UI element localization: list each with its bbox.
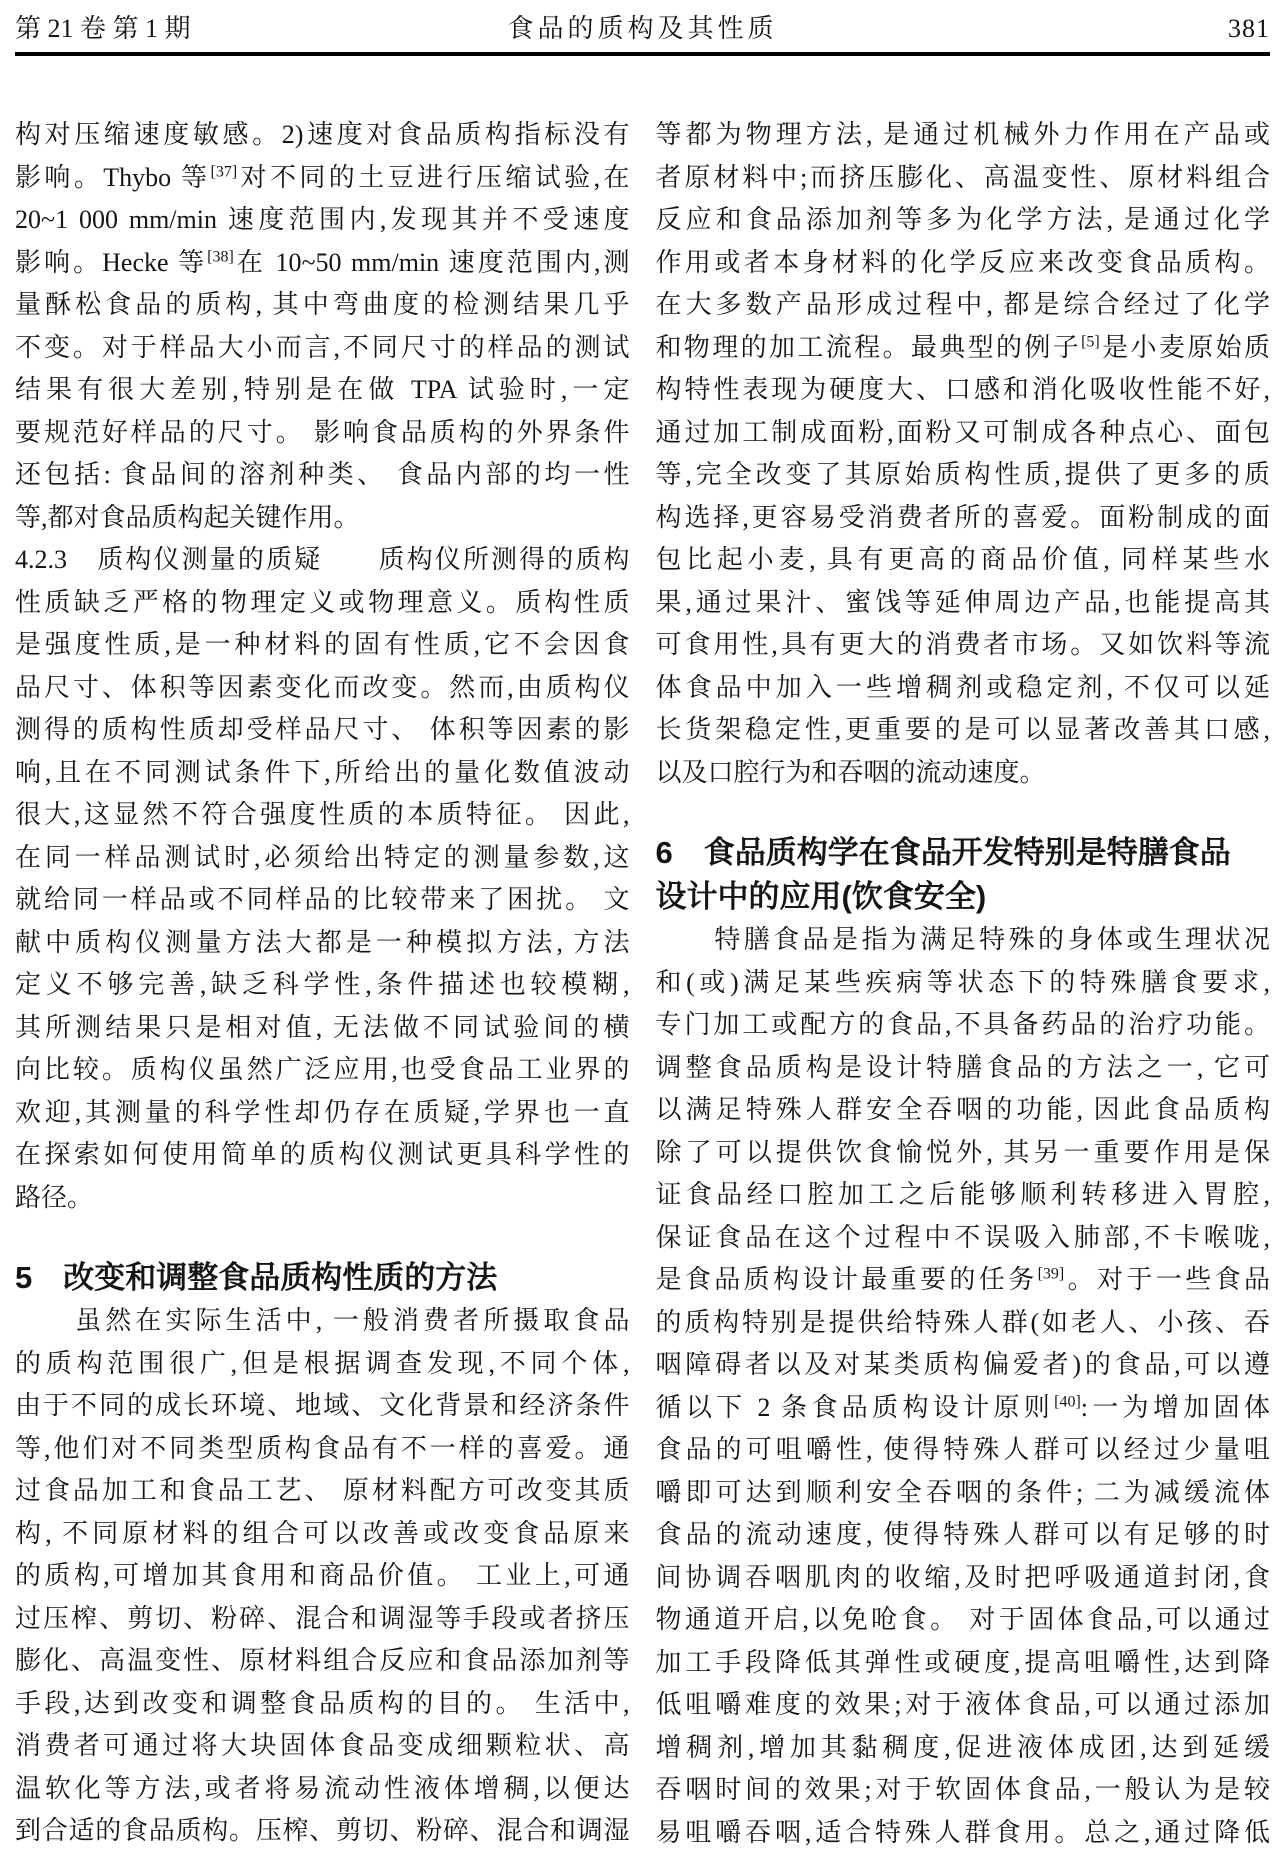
text-line: 增稠剂,增加其黏稠度,促进液体成团,达到延缓 <box>655 1732 1270 1762</box>
text-line: 除了可以提供饮食愉悦外, 其另一重要作用是保 <box>655 1137 1270 1167</box>
text-line: 低咀嚼难度的效果;对于液体食品,可以通过添加 <box>655 1690 1270 1719</box>
text-line: 6 食品质构学在食品开发特别是特膳食品 <box>655 835 1231 870</box>
text-line: 在探索如何使用简单的质构仪测试更具科学性的 <box>15 1140 630 1169</box>
text-line: 以满足特殊人群安全吞咽的功能, 因此食品质构 <box>655 1095 1270 1124</box>
text-line: 证食品经口腔加工之后能够顺利转移进入胃腔, <box>655 1180 1270 1209</box>
text-line: 调整食品质构是设计特膳食品的方法之一, 它可 <box>655 1052 1270 1082</box>
reference-superscript: [38] <box>207 247 234 265</box>
text-line: 设计中的应用(饮食安全) <box>655 879 987 914</box>
text-line: 消费者可通过将大块固体食品变成细颗粒状、高 <box>15 1731 630 1760</box>
text-line: 由于不同的成长环境、地域、文化背景和经济条件 <box>15 1391 630 1420</box>
text-line: 等都为物理方法, 是通过机械外力作用在产品或 <box>655 120 1270 149</box>
text-line: 献中质构仪测量方法大都是一种模拟方法, 方法 <box>15 927 630 957</box>
text-line: 专门加工或配方的食品,不具备药品的治疗功能。 <box>655 1010 1270 1039</box>
reference-superscript: [5] <box>1081 332 1100 350</box>
reference-superscript: [39] <box>1037 1265 1065 1283</box>
header-journal-title: 食品的质构及其性质 <box>507 14 778 43</box>
page-header <box>0 0 1285 46</box>
text-line: 食品的可咀嚼性, 使得特殊人群可以经过少量咀 <box>655 1435 1270 1464</box>
text-line: 量酥松食品的质构, 其中弯曲度的检测结果几乎 <box>15 290 630 319</box>
text-line: 在大多数产品形成过程中, 都是综合经过了化学 <box>655 290 1270 319</box>
text-line: 包比起小麦, 具有更高的商品价值, 同样某些水 <box>655 545 1270 574</box>
text-line: 果,通过果汁、蜜饯等延伸周边产品,也能提高其 <box>655 587 1270 617</box>
text-line: 5 改变和调整食品质构性质的方法 <box>15 1260 498 1295</box>
paragraph <box>656 114 1271 794</box>
text-line: 间协调吞咽肌肉的收缩,及时把呼吸通道封闭,食 <box>655 1562 1270 1592</box>
text-line: 品尺寸、体积等因素变化而改变。然而,由质构仪 <box>15 672 630 702</box>
text-line: 是强度性质,是一种材料的固有性质,它不会因食 <box>15 630 630 659</box>
text-line: 吞咽时间的效果;对于软固体食品,一般认为是较 <box>655 1775 1270 1804</box>
text-line: 循以下 2 条食品质构设计原则[40]:一为增加固体 <box>655 1392 1270 1422</box>
text-line: 嚼即可达到顺利安全吞咽的条件; 二为减缓流体 <box>655 1477 1270 1507</box>
text-line: 长货架稳定性,更重要的是可以显著改善其口感, <box>655 715 1270 744</box>
right-column <box>656 114 1271 1854</box>
text-line: 等,都对食品质构起关键作用。 <box>15 502 360 532</box>
paragraph <box>15 539 630 1219</box>
text-line: 测得的质构性质却受样品尺寸、 体积等因素的影 <box>15 715 630 744</box>
paragraph <box>15 114 630 539</box>
text-line: 等,他们对不同类型质构食品有不一样的喜爱。通 <box>15 1433 630 1463</box>
text-line: 很大,这显然不符合强度性质的本质特征。 因此, <box>15 800 630 829</box>
text-line: 是食品质构设计最重要的任务[39]。对于一些食品 <box>655 1265 1270 1294</box>
text-line: 构, 不同原材料的组合可以改善或改变食品原来 <box>15 1518 630 1548</box>
text-line: 响,且在不同测试条件下,所给出的量化数值波动 <box>15 757 630 787</box>
text-line: 加工手段降低其弹性或硬度,提高咀嚼性,达到降 <box>655 1647 1270 1677</box>
text-line: 的质构,可增加其食用和商品价值。 工业上,可通 <box>15 1561 630 1590</box>
section-heading <box>15 1256 630 1300</box>
text-line: 性质缺乏严格的物理定义或物理意义。质构性质 <box>15 587 630 617</box>
header-page-number: 381 <box>1228 14 1271 43</box>
text-line: 构对压缩速度敏感。2)速度对食品质构指标没有 <box>15 120 630 149</box>
text-line: 手段,达到改变和调整食品质构的目的。 生活中, <box>15 1688 630 1718</box>
text-line: 过压榨、剪切、粉碎、混合和调湿等手段或者挤压 <box>15 1603 630 1633</box>
text-line: 构特性表现为硬度大、口感和消化吸收性能不好, <box>655 375 1270 404</box>
text-line: 构选择,更容易受消费者所的喜爱。面粉制成的面 <box>655 502 1270 532</box>
text-line: 其所测结果只是相对值, 无法做不同试验间的横 <box>15 1012 630 1042</box>
text-line: 的质构范围很广,但是根据调查发现,不同个体, <box>15 1348 630 1378</box>
text-line: 易咀嚼吞咽,适合特殊人群食用。总之,通过降低 <box>655 1817 1270 1847</box>
reference-superscript: [40] <box>1054 1392 1081 1410</box>
text-line: 者原材料中;而挤压膨化、高温变性、原材料组合 <box>655 162 1270 192</box>
text-line: 不变。对于样品大小而言,不同尺寸的样品的测试 <box>15 332 630 362</box>
text-line: 定义不够完善,缺乏科学性,条件描述也较模糊, <box>15 970 630 999</box>
text-line: 作用或者本身材料的化学反应来改变食品质构。 <box>655 247 1270 277</box>
text-line: 和物理的加工流程。最典型的例子[5]是小麦原始质 <box>655 332 1270 362</box>
text-line: 膨化、高温变性、原材料组合反应和食品添加剂等 <box>15 1646 630 1675</box>
reference-superscript: [37] <box>210 162 238 180</box>
text-line: 影响。Thybo 等[37]对不同的土豆进行压缩试验,在 <box>15 162 630 192</box>
left-column <box>15 114 630 1854</box>
section-heading <box>656 831 1271 919</box>
text-line: 咽障碍者以及对某类质构偏爱者)的食品,可以遵 <box>655 1350 1270 1379</box>
text-line: 还包括: 食品间的溶剂种类、 食品内部的均一性 <box>15 460 630 489</box>
text-line: 温软化等方法,或者将易流动性液体增稠,以便达 <box>15 1773 630 1803</box>
text-line: 可食用性,具有更大的消费者市场。又如饮料等流 <box>655 630 1270 659</box>
text-line: 影响。Hecke 等[38]在 10~50 mm/min 速度范围内,测 <box>15 247 630 277</box>
text-line: 到合适的食品质构。压榨、剪切、粉碎、混合和调湿 <box>15 1816 630 1845</box>
text-line: 在同一样品测试时,必须给出特定的测量参数,这 <box>15 842 630 872</box>
paragraph <box>656 919 1271 1854</box>
text-line: 等,完全改变了其原始质构性质,提供了更多的质 <box>655 460 1270 489</box>
text-line: 保证食品在这个过程中不误吸入肺部,不卡喉咙, <box>655 1222 1270 1252</box>
text-line: 以及口腔行为和吞咽的流动速度。 <box>655 757 1046 787</box>
text-line: 路径。 <box>15 1182 94 1212</box>
text-line: 结果有很大差别,特别是在做 TPA 试验时,一定 <box>15 375 630 404</box>
text-line: 要规范好样品的尺寸。 影响食品质构的外界条件 <box>15 417 630 447</box>
content-columns <box>0 114 1285 1854</box>
text-line: 就给同一样品或不同样品的比较带来了困扰。 文 <box>15 885 630 914</box>
text-line: 通过加工制成面粉,面粉又可制成各种点心、面包 <box>655 417 1270 447</box>
text-line: 20~1 000 mm/min 速度范围内,发现其并不受速度 <box>15 205 630 234</box>
text-line: 食品的流动速度, 使得特殊人群可以有足够的时 <box>655 1520 1270 1549</box>
text-line: 反应和食品添加剂等多为化学方法, 是通过化学 <box>655 205 1270 234</box>
header-volume-issue: 第 21 卷 第 1 期 <box>15 14 191 43</box>
text-line: 4.2.3 质构仪测量的质疑 质构仪所测得的质构 <box>15 545 630 574</box>
text-line: 向比较。质构仪虽然广泛应用,也受食品工业界的 <box>15 1055 630 1084</box>
text-line: 物通道开启,以免呛食。 对于固体食品,可以通过 <box>655 1605 1270 1634</box>
paragraph <box>15 1300 630 1853</box>
text-line: 欢迎,其测量的科学性却仍存在质疑,学界也一直 <box>15 1097 630 1127</box>
text-line: 和(或)满足某些疾病等状态下的特殊膳食要求, <box>655 967 1270 997</box>
text-line: 特膳食品是指为满足特殊的身体或生理状况 <box>655 925 1270 954</box>
text-line: 过食品加工和食品工艺、 原材料配方可改变其质 <box>15 1476 630 1505</box>
text-line: 虽然在实际生活中, 一般消费者所摄取食品 <box>15 1306 630 1335</box>
header-rule-divider <box>15 52 1270 56</box>
text-line: 的质构特别是提供给特殊人群(如老人、小孩、吞 <box>655 1307 1270 1337</box>
text-line: 体食品中加入一些增稠剂或稳定剂, 不仅可以延 <box>655 672 1270 702</box>
